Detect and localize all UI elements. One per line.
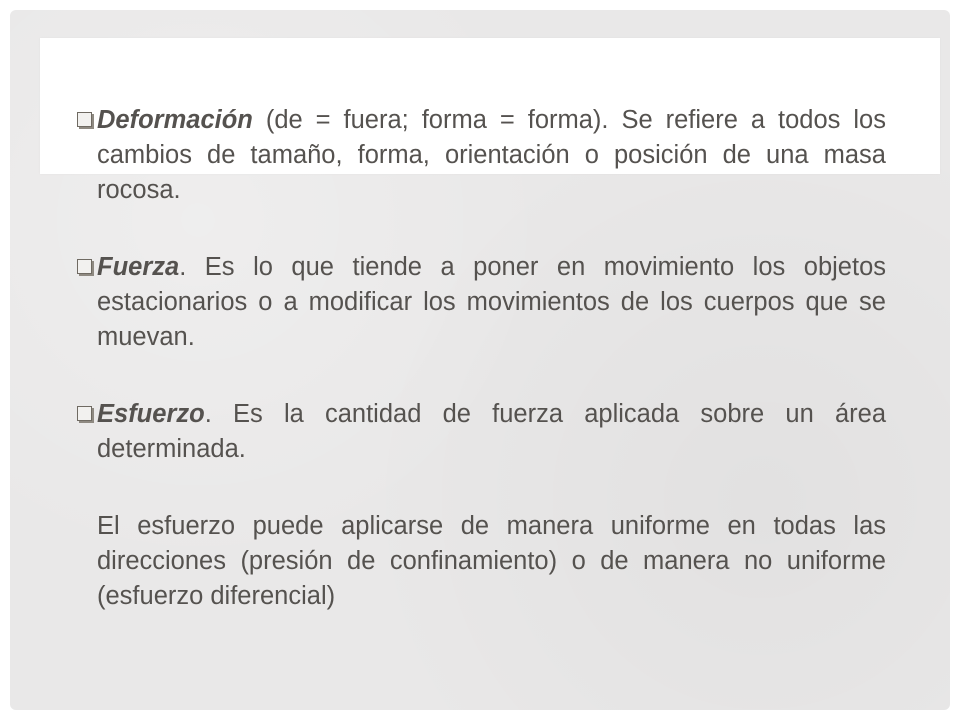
- definition-esfuerzo: . Es la cantidad de fuerza aplicada sobre un área determinada.: [97, 400, 886, 463]
- paragraph-esfuerzo: [75, 397, 886, 467]
- square-bullet-icon: [77, 112, 92, 127]
- definition-fuerza: . Es lo que tiende a poner en movimiento los objetos estacionarios o a modificar los movimientos de los cuerpos que se muevan.: [97, 253, 886, 351]
- definition-deformacion: (de = fuera; forma = forma). Se refiere a todos los cambios de tamaño, forma, orientación o posición de una masa rocosa.: [97, 106, 886, 204]
- term-esfuerzo: Esfuerzo: [97, 400, 205, 428]
- slide-content: [75, 103, 886, 614]
- paragraph-fuerza: [75, 250, 886, 355]
- detail-text: El esfuerzo puede aplicarse de manera uniforme en todas las direcciones (presión de confinamiento) o de manera no uniforme (esfuerzo diferencial): [97, 512, 886, 610]
- square-bullet-icon: [77, 406, 92, 421]
- square-bullet-icon: [77, 259, 92, 274]
- term-fuerza: Fuerza: [97, 253, 180, 281]
- term-deformacion: Deformación: [97, 106, 253, 134]
- paragraph-deformacion: [75, 103, 886, 208]
- paragraph-esfuerzo-detail: [75, 509, 886, 614]
